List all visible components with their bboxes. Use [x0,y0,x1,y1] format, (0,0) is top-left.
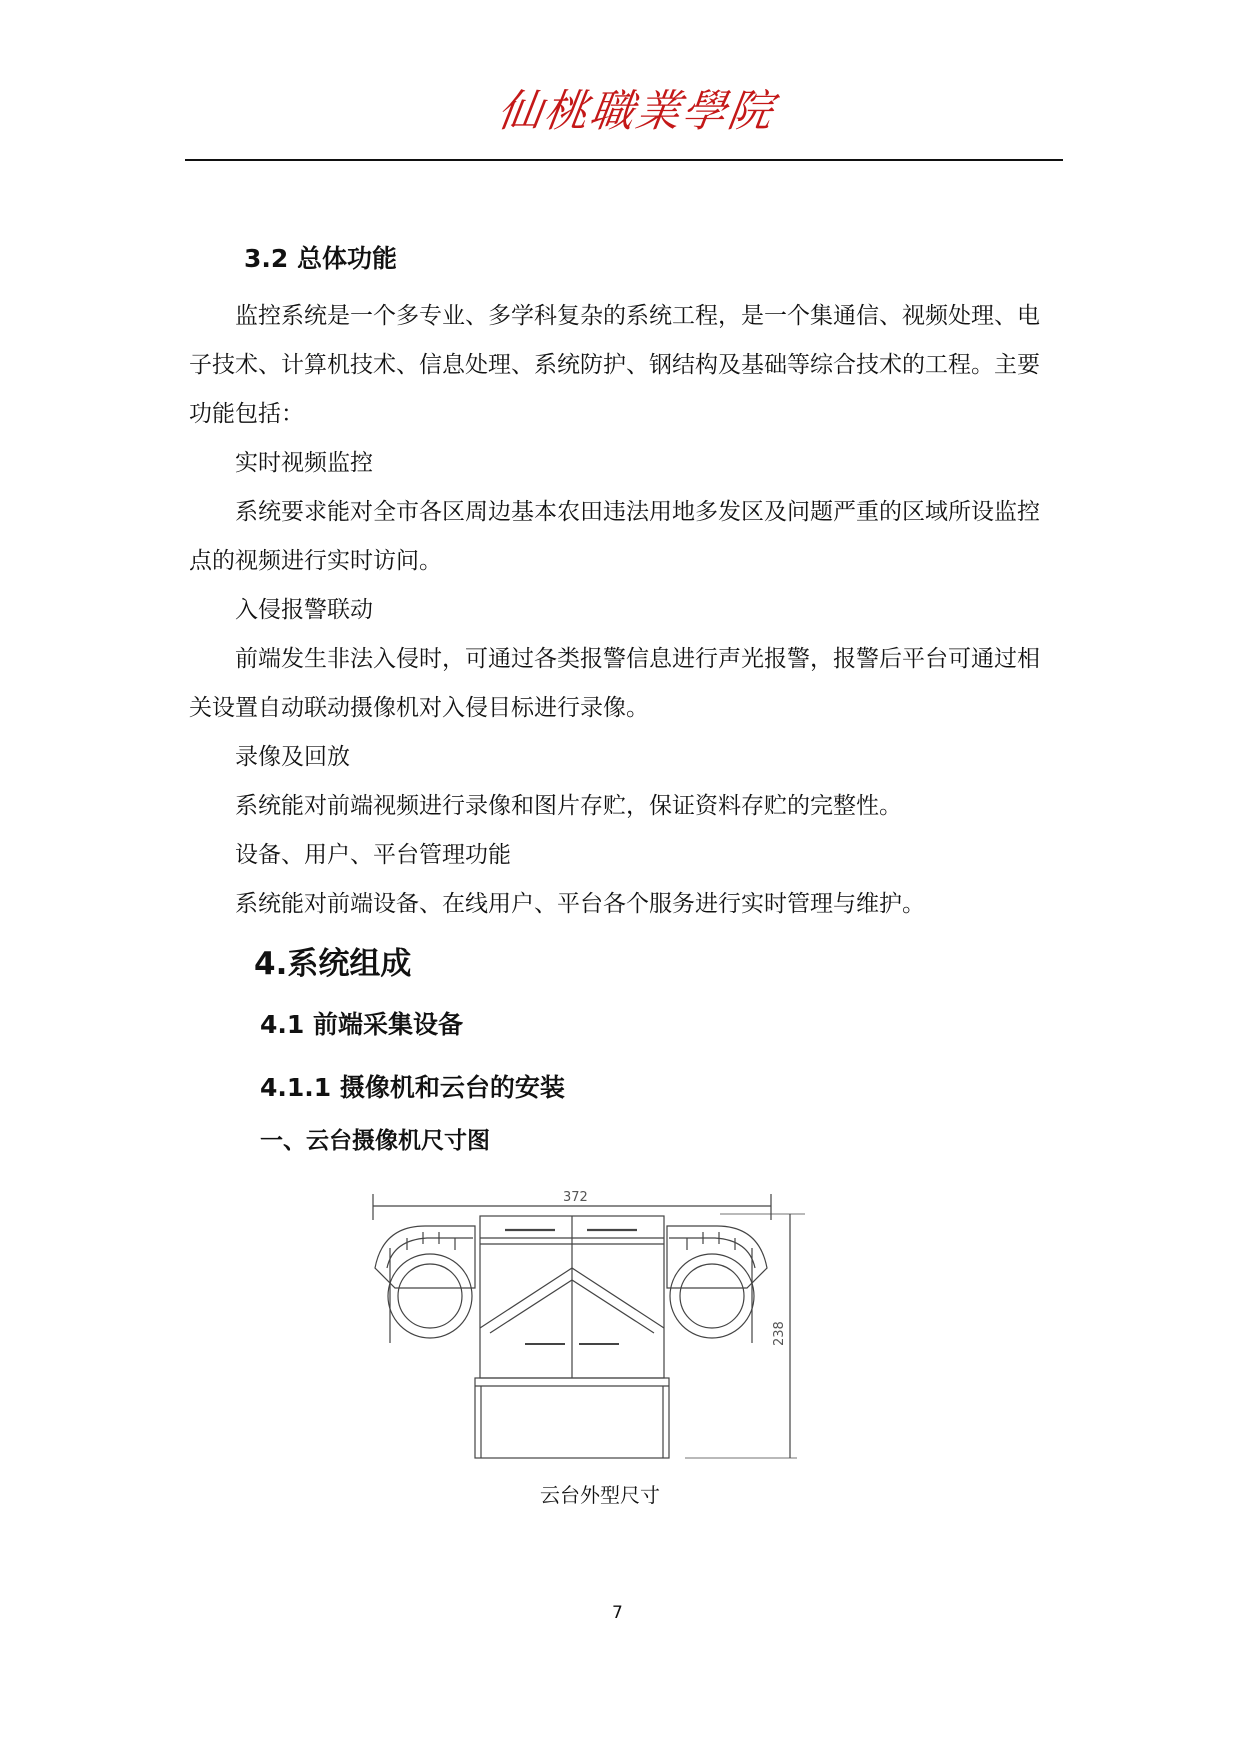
subsection-item-1: 一、云台摄像机尺寸图 [260,1128,490,1154]
function-title: 设备、用户、平台管理功能 [235,842,511,868]
function-title: 实时视频监控 [235,450,373,476]
school-logo: 仙桃職業學院 [494,86,778,137]
section-heading-4-1-1: 4.1.1 摄像机和云台的安装 [260,1073,565,1102]
function-desc: 系统能对前端设备、在线用户、平台各个服务进行实时管理与维护。 [235,891,925,917]
header-divider [185,159,1063,161]
function-desc: 系统要求能对全市各区周边基本农田违法用地多发区及问题严重的区域所设监控点的视频进行实时访问。 [189,499,1040,574]
ptz-camera-dimension-drawing [365,1168,805,1463]
width-dimension-label: 372 [563,1190,588,1205]
function-title: 入侵报警联动 [235,597,373,623]
function-desc: 前端发生非法入侵时，可通过各类报警信息进行声光报警，报警后平台可通过相关设置自动联动摄像机对入侵目标进行录像。 [189,646,1040,721]
height-dimension-label: 238 [772,1321,787,1346]
function-title: 录像及回放 [235,744,350,770]
section-heading-4-1: 4.1 前端采集设备 [260,1010,463,1039]
page-number: 7 [612,1603,623,1623]
section-heading-4: 4.系统组成 [254,946,412,982]
function-desc: 系统能对前端视频进行录像和图片存贮，保证资料存贮的完整性。 [235,793,902,819]
function-list [189,439,1059,929]
figure-caption: 云台外型尺寸 [540,1483,660,1507]
section-3-2-intro [189,292,1059,439]
section-heading-3-2: 3.2 总体功能 [244,244,397,273]
intro-paragraph: 监控系统是一个多专业、多学科复杂的系统工程，是一个集通信、视频处理、电子技术、计算机技术、信息处理、系统防护、钢结构及基础等综合技术的工程。主要功能包括： [189,303,1040,427]
